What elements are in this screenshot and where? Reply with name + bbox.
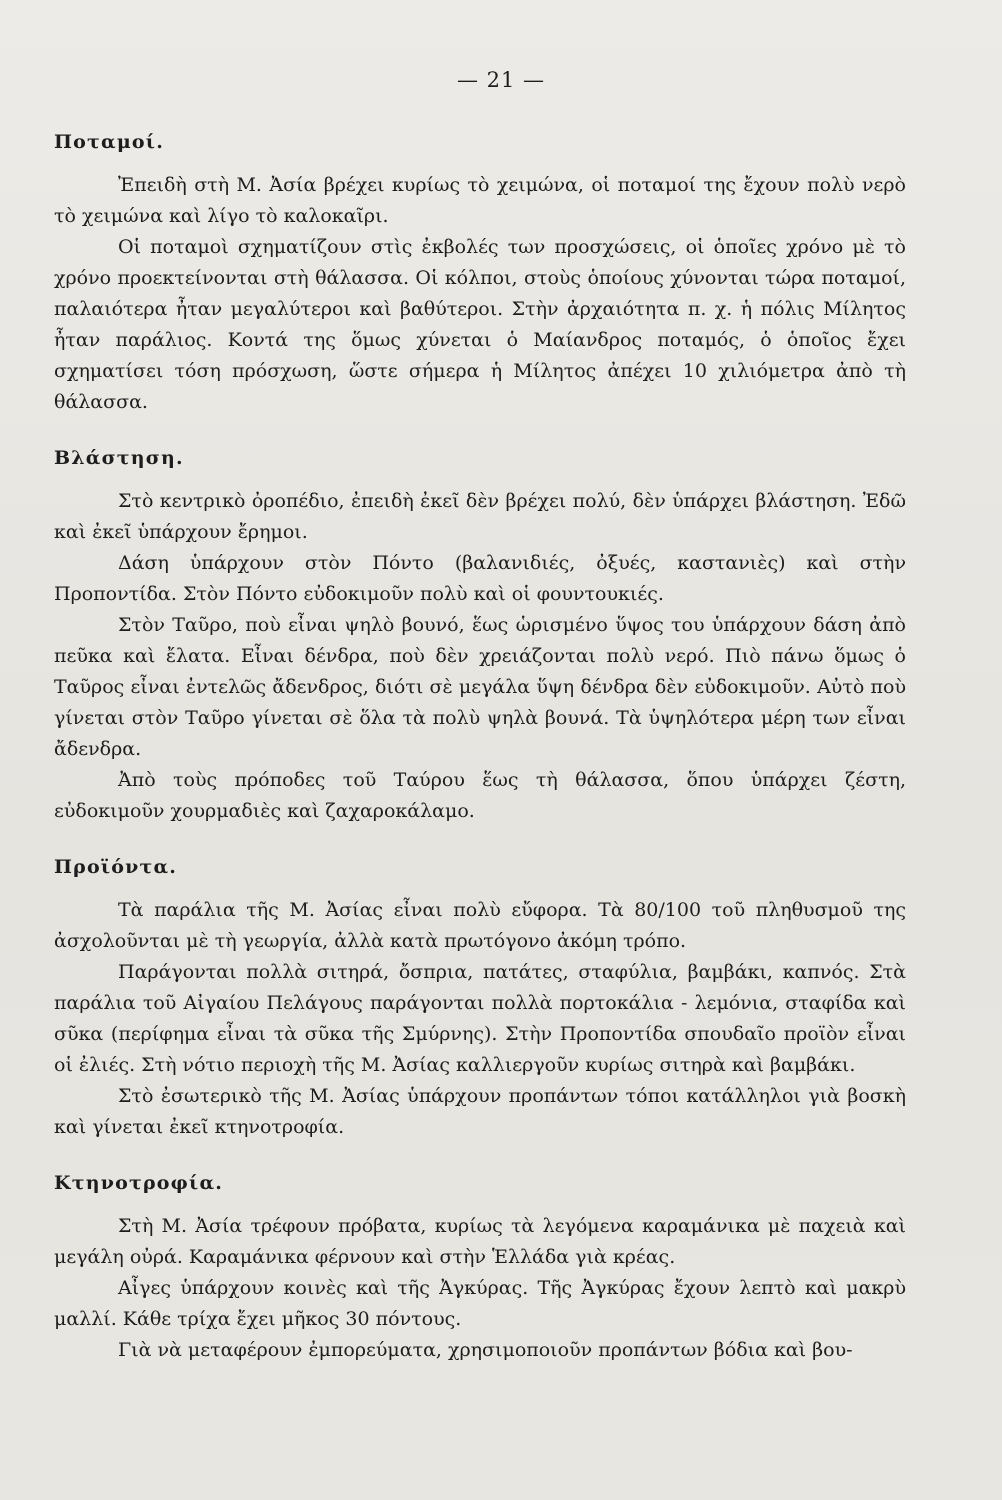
paragraph: Ἀπὸ τοὺς πρόποδες τοῦ Ταύρου ἕως τὴ θάλασσα, ὅπου ὑπάρχει ζέστη, εὐδοκιμοῦν χουρμαδιὲς καὶ ζαχαροκάλαμο. xyxy=(54,769,906,822)
paragraph: Στὴ Μ. Ἀσία τρέφουν πρόβατα, κυρίως τὰ λεγόμενα καραμάνικα μὲ παχειὰ καὶ μεγάλη οὐρά. Καραμάνικα φέρνουν καὶ στὴν Ἑλλάδα γιὰ κρέας. xyxy=(54,1215,906,1268)
paragraph: Οἱ ποταμοὶ σχηματίζουν στὶς ἐκβολές των προσχώσεις, οἱ ὁποῖες χρόνο μὲ τὸ χρόνο προεκτείνονται στὴ θάλασσα. Οἱ κόλποι, στοὺς ὁποίους χύνονται τώρα ποταμοί, παλαιότερα ἦταν μεγαλύτεροι καὶ βαθύτεροι. Στὴν ἀρχαιότητα π. χ. ἡ πόλις Μίλητος ἦταν παράλιος. Κοντά της ὅμως χύνεται ὁ Μαίανδρος ποταμός, ὁ ὁποῖος ἔχει σχηματίσει τόση πρόσχωση, ὥστε σήμερα ἡ Μίλητος ἀπέχει 10 χιλιόμετρα ἀπὸ τὴ θάλασσα. xyxy=(54,236,906,413)
paragraph: Στὸ κεντρικὸ ὀροπέδιο, ἐπειδὴ ἐκεῖ δὲν βρέχει πολύ, δὲν ὑπάρχει βλάστηση. Ἐδῶ καὶ ἐκεῖ ὑπάρχουν ἔρημοι. xyxy=(54,490,906,543)
paragraph: Ἐπειδὴ στὴ Μ. Ἀσία βρέχει κυρίως τὸ χειμώνα, οἱ ποταμοί της ἔχουν πολὺ νερὸ τὸ χειμώνα καὶ λίγο τὸ καλοκαῖρι. xyxy=(54,174,906,227)
section-heading: Προϊόντα. xyxy=(54,856,178,878)
paragraph: Παράγονται πολλὰ σιτηρά, ὄσπρια, πατάτες, σταφύλια, βαμβάκι, καπνός. Στὰ παράλια τοῦ Αἰγαίου Πελάγους παράγονται πολλὰ πορτοκάλια - λεμόνια, σταφίδα καὶ σῦκα (περίφημα εἶναι τὰ σῦκα τῆς Σμύρνης). Στὴν Προποντίδα σπουδαῖο προϊὸν εἶναι οἱ ἐλιές. Στὴ νότιο περιοχὴ τῆς Μ. Ἀσίας καλλιεργοῦν κυρίως σιτηρὰ καὶ βαμβάκι. xyxy=(54,961,906,1076)
section-products xyxy=(54,853,906,1143)
paragraph: Στὸν Ταῦρο, ποὺ εἶναι ψηλὸ βουνό, ἕως ὡρισμένο ὕψος του ὑπάρχουν δάση ἀπὸ πεῦκα καὶ ἔλατα. Εἶναι δένδρα, ποὺ δὲν χρειάζονται πολὺ νερό. Πιὸ πάνω ὅμως ὁ Ταῦρος εἶναι ἐντελῶς ἄδενδρος, διότι σὲ μεγάλα ὕψη δένδρα δὲν εὐδοκιμοῦν. Αὐτὸ ποὺ γίνεται στὸν Ταῦρο γίνεται σὲ ὅλα τὰ πολὺ ψηλὰ βουνά. Τὰ ὑψηλότερα μέρη των εἶναι ἄδενδρα. xyxy=(54,614,906,760)
paragraph: Αἶγες ὑπάρχουν κοινὲς καὶ τῆς Ἀγκύρας. Τῆς Ἀγκύρας ἔχουν λεπτὸ καὶ μακρὺ μαλλί. Κάθε τρίχα ἔχει μῆκος 30 πόντους. xyxy=(54,1277,906,1330)
paragraph: Τὰ παράλια τῆς Μ. Ἀσίας εἶναι πολὺ εὔφορα. Τὰ 80/100 τοῦ πληθυσμοῦ της ἀσχολοῦνται μὲ τὴ γεωργία, ἀλλὰ κατὰ πρωτόγονο ἀκόμη τρόπο. xyxy=(54,899,906,952)
paragraph: Δάση ὑπάρχουν στὸν Πόντο (βαλανιδιές, ὀξυές, καστανιὲς) καὶ στὴν Προποντίδα. Στὸν Πόντο εὐδοκιμοῦν πολὺ καὶ οἱ φουντουκιές. xyxy=(54,552,906,605)
section-heading: Βλάστηση. xyxy=(54,447,184,469)
section-heading: Ποταμοί. xyxy=(54,131,165,153)
paragraph: Στὸ ἐσωτερικὸ τῆς Μ. Ἀσίας ὑπάρχουν προπάντων τόποι κατάλληλοι γιὰ βοσκὴ καὶ γίνεται ἐκεῖ κτηνοτροφία. xyxy=(54,1085,906,1138)
section-heading: Κτηνοτροφία. xyxy=(54,1172,224,1194)
section-rivers xyxy=(54,128,906,418)
page-content xyxy=(54,128,906,1392)
section-livestock xyxy=(54,1169,906,1366)
paragraph: Γιὰ νὰ μεταφέρουν ἐμπορεύματα, χρησιμοποιοῦν προπάντων βόδια καὶ βου- xyxy=(118,1339,853,1361)
page-number: — 21 — xyxy=(456,68,546,92)
section-vegetation xyxy=(54,444,906,827)
